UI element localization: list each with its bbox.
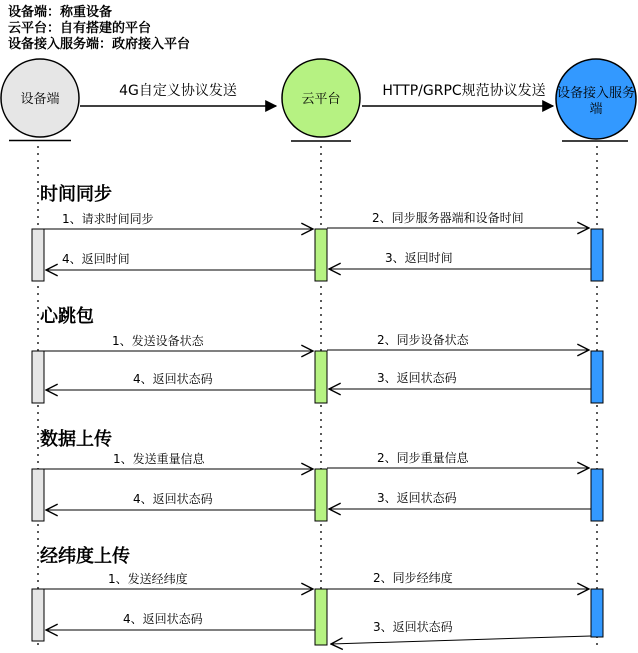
actor-device-label: 设备端 xyxy=(20,92,60,107)
message-label-1: 1、发送设备状态 xyxy=(112,334,204,348)
link-device-cloud-label: 4G自定义协议发送 xyxy=(119,83,237,99)
message-label-4: 4、返回状态码 xyxy=(133,492,213,506)
message-arrow-3 xyxy=(331,636,591,644)
activation-bar-server xyxy=(591,469,603,521)
activation-bar-server xyxy=(591,589,603,637)
message-label-3: 3、返回状态码 xyxy=(373,620,453,634)
section-title: 数据上传 xyxy=(40,429,112,450)
actor-server-label-line2: 端 xyxy=(589,102,603,117)
actor-server-label-line1: 设备接入服务 xyxy=(556,86,636,101)
actor-device xyxy=(1,59,79,141)
message-label-2: 2、同步设备状态 xyxy=(377,333,469,347)
link-device-to-cloud xyxy=(80,82,276,106)
legend-line-cloud: 云平台：自有搭建的平台 xyxy=(8,21,152,36)
activation-bar-device xyxy=(32,469,44,521)
message-label-4: 4、返回时间 xyxy=(62,252,130,266)
actor-cloud xyxy=(282,59,360,141)
actor-server xyxy=(556,59,636,141)
activation-bar-cloud xyxy=(315,469,327,521)
activation-bar-cloud xyxy=(315,229,327,281)
activation-bar-device xyxy=(32,229,44,281)
section-geo-upload xyxy=(32,545,603,645)
section-title: 心跳包 xyxy=(40,306,94,327)
message-label-2: 2、同步服务器端和设备时间 xyxy=(372,211,524,225)
message-label-4: 4、返回状态码 xyxy=(133,372,213,386)
message-label-1: 1、发送经纬度 xyxy=(108,572,188,586)
message-label-4: 4、返回状态码 xyxy=(123,612,203,626)
section-time-sync xyxy=(32,183,603,281)
legend-line-server: 设备接入服务端：政府接入平台 xyxy=(8,37,191,52)
message-label-1: 1、请求时间同步 xyxy=(62,212,154,226)
message-label-1: 1、发送重量信息 xyxy=(113,452,205,466)
legend xyxy=(8,4,190,52)
message-label-3: 3、返回状态码 xyxy=(377,371,457,385)
actor-cloud-label: 云平台 xyxy=(301,92,341,107)
activation-bar-device xyxy=(32,351,44,403)
section-heartbeat xyxy=(32,305,603,403)
activation-bar-server xyxy=(591,351,603,403)
message-label-2: 2、同步经纬度 xyxy=(373,571,453,585)
section-title: 经纬度上传 xyxy=(40,546,130,567)
section-data-upload xyxy=(32,428,603,521)
legend-line-device: 设备端：称重设备 xyxy=(8,5,113,20)
message-label-3: 3、返回时间 xyxy=(385,251,453,265)
activation-bar-cloud xyxy=(315,351,327,403)
activation-bar-server xyxy=(591,229,603,281)
message-label-2: 2、同步重量信息 xyxy=(377,451,469,465)
link-cloud-server-label: HTTP/GRPC规范协议发送 xyxy=(382,83,546,99)
section-title: 时间同步 xyxy=(40,184,112,205)
activation-bar-device xyxy=(32,589,44,641)
message-label-3: 3、返回状态码 xyxy=(377,491,457,505)
link-cloud-to-server xyxy=(362,82,553,106)
activation-bar-cloud xyxy=(315,589,327,645)
